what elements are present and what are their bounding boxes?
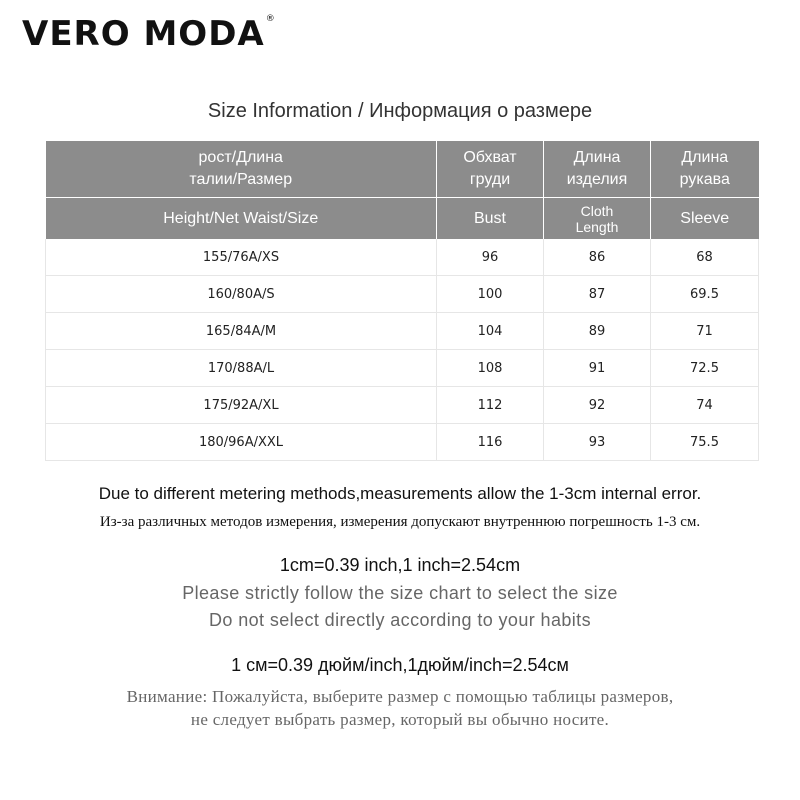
sleeve-cell: 74 [651,387,759,424]
size-tip-line-2: Do not select directly according to your habits [209,610,591,630]
sleeve-cell: 72.5 [651,350,759,387]
size-table-body [46,239,759,461]
table-row [46,424,759,461]
warning-ru-line-2: не следует выбрать размер, который вы обычно носите. [190,710,610,729]
header-ru-size: рост/Длина талии/Размер [46,141,437,198]
length-cell: 86 [544,239,651,276]
header-en-length: Cloth Length [544,198,651,240]
bust-cell: 112 [437,387,544,424]
sleeve-cell: 68 [651,239,759,276]
measurement-error-note-en: Due to different metering methods,measurements allow the 1-3cm internal error. [98,484,702,503]
header-ru-length: Длина изделия [544,141,651,198]
header-en-sleeve: Sleeve [651,198,759,240]
page-title: Size Information / Информация о размере [207,100,593,122]
brand-name: VERO MODA [22,14,265,54]
measurement-error-note-ru: Из-за различных методов измерения, измерения допускают внутреннюю погрешность 1-3 см. [99,514,701,530]
size-cell: 160/80A/S [46,276,437,313]
size-tip-line-1: Please strictly follow the size chart to select the size [182,583,618,603]
sleeve-cell: 75.5 [651,424,759,461]
brand-logo [22,14,276,54]
unit-conversion-en: 1cm=0.39 inch,1 inch=2.54cm [279,555,521,575]
table-row [46,276,759,313]
registered-mark: ® [265,14,276,24]
length-cell: 92 [544,387,651,424]
table-row [46,350,759,387]
header-ru-sleeve: Длина рукава [651,141,759,198]
length-cell: 89 [544,313,651,350]
unit-conversion-ru: 1 см=0.39 дюйм/inch,1дюйм/inch=2.54см [231,655,569,675]
size-table-header [46,141,759,239]
bust-cell: 96 [437,239,544,276]
size-cell: 175/92A/XL [46,387,437,424]
header-en-bust: Bust [437,198,544,240]
bust-cell: 104 [437,313,544,350]
table-row [46,387,759,424]
length-cell: 87 [544,276,651,313]
warning-ru-line-1: Внимание: Пожалуйста, выберите размер с помощью таблицы размеров, [126,687,674,706]
size-cell: 170/88A/L [46,350,437,387]
table-row [46,239,759,276]
length-cell: 93 [544,424,651,461]
header-en-size: Height/Net Waist/Size [46,198,437,240]
sleeve-cell: 71 [651,313,759,350]
size-cell: 180/96A/XXL [46,424,437,461]
size-table [45,141,759,461]
table-row [46,313,759,350]
size-cell: 155/76A/XS [46,239,437,276]
sleeve-cell: 69.5 [651,276,759,313]
header-row-ru [46,141,759,198]
bust-cell: 116 [437,424,544,461]
bust-cell: 108 [437,350,544,387]
bust-cell: 100 [437,276,544,313]
header-row-en [46,198,759,240]
size-cell: 165/84A/M [46,313,437,350]
length-cell: 91 [544,350,651,387]
header-ru-bust: Обхват груди [437,141,544,198]
